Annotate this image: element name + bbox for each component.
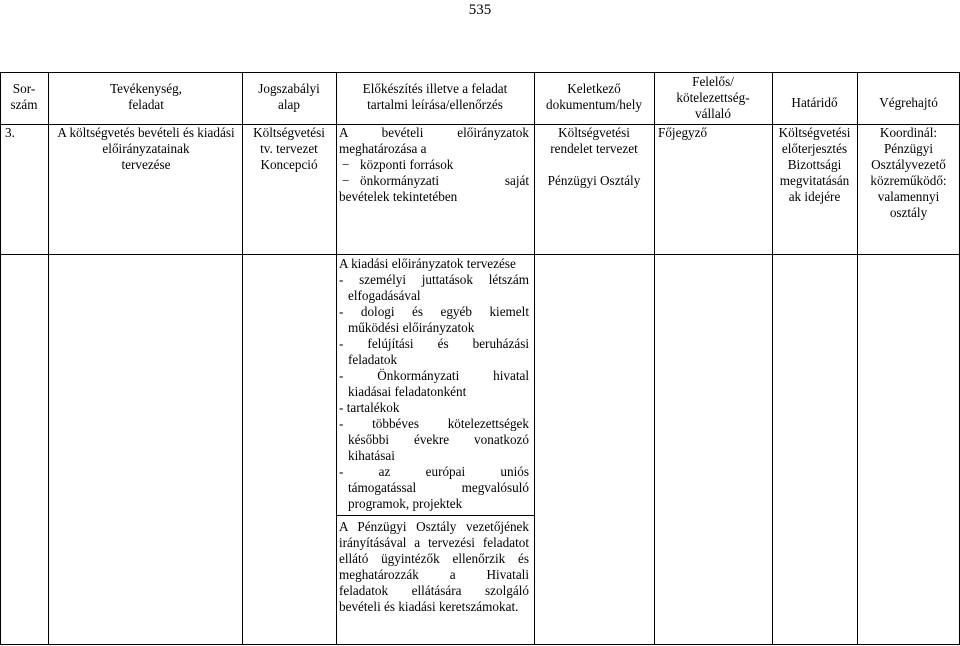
prep-expenditure-line: kihatásai [348, 448, 395, 463]
header-text: Végrehajtó [879, 95, 938, 110]
prep-expenditure-line: - az európai uniós [339, 464, 529, 479]
document-cell [536, 125, 652, 189]
prep-expenditure-line: kiadásai feladatonként [348, 384, 467, 399]
document-text: rendelet tervezet [550, 141, 638, 156]
executor-text: Osztályvezető [871, 157, 946, 172]
prep-control-line: A Pénzügyi Osztály vezetőjének [339, 519, 529, 534]
prep-text: meghatározása a [339, 141, 427, 156]
prep-control-cell [339, 519, 529, 615]
document-text: Költségvetési [558, 125, 630, 140]
header-felelos [656, 74, 770, 122]
header-text: Tevékenység, [110, 81, 182, 96]
legal-basis-text: Koncepció [260, 157, 318, 172]
header-text: dokumentum/hely [546, 97, 642, 112]
activity-text: tervezése [121, 157, 171, 172]
deadline-text: ak idejére [788, 189, 841, 204]
activity-cell [52, 125, 240, 173]
header-text: Előkészítés illetve a feladat [362, 81, 508, 96]
responsible-cell: Főjegyző [658, 125, 708, 140]
header-hatarido [774, 95, 855, 111]
dash-bullet: − [342, 157, 350, 172]
header-text: feladat [128, 97, 164, 112]
header-text: kötelezettség- [676, 90, 750, 105]
prep-expenditure-line: elfogadásával [348, 288, 421, 303]
executor-text: valamennyi [877, 189, 940, 204]
prep-control-line: irányításával a tervezési feladatot [339, 535, 529, 550]
deadline-text: megvitatásán [779, 173, 850, 188]
prep-text: önkormányzati saját [360, 173, 529, 188]
activity-text: A költségvetés bevételi és kiadási [57, 125, 235, 140]
prep-control-line: feladatok ellátására szolgáló [339, 583, 529, 598]
legal-basis-text: tv. tervezet [260, 141, 318, 156]
prep-control-line: ellátó ügyintézők ellenőrzik és [339, 551, 529, 566]
deadline-text: előterjesztés [781, 141, 848, 156]
row-number: 3. [5, 125, 15, 140]
page-number: 535 [468, 2, 492, 18]
header-tevekenyseg [52, 81, 240, 113]
prep-expenditure-line: - tartalékok [339, 400, 400, 415]
prep-expenditure-title: A kiadási előirányzatok tervezése [339, 256, 516, 271]
prep-control-line: meghatározzák a Hivatali [339, 567, 529, 582]
prep-expenditure-line: - Önkormányzati hivatal [339, 368, 529, 383]
header-text: Határidő [791, 95, 838, 110]
prep-text: A bevételi előirányzatok [339, 125, 529, 140]
header-text: Jogszabályi [258, 81, 320, 96]
prep-expenditure-line: - többéves kötelezettségek [339, 416, 529, 431]
header-sorszam [4, 81, 44, 113]
legal-basis-cell [244, 125, 334, 173]
prep-control-line: bevételi és kiadási keretszámokat. [339, 599, 519, 614]
deadline-cell [774, 125, 855, 205]
deadline-text: Bizottsági [787, 157, 842, 172]
header-text: tartalmi leírása/ellenőrzés [367, 97, 503, 112]
dash-bullet: − [342, 173, 350, 188]
activity-text: előirányzatainak [102, 141, 190, 156]
prep-expenditure-line: - felújítási és beruházási [339, 336, 529, 351]
prep-text: központi források [360, 157, 454, 172]
executor-text: Pénzügyi [883, 141, 934, 156]
legal-basis-text: Költségvetési [253, 125, 325, 140]
header-text: Sor- [12, 81, 36, 96]
executor-text: Koordinál: [879, 125, 938, 140]
header-jogszabalyi [244, 81, 334, 113]
prep-list-item [339, 157, 529, 173]
header-text: alap [278, 97, 300, 112]
header-elokeszites [338, 81, 532, 113]
prep-expenditure-line: - dologi és egyéb kiemelt [339, 304, 529, 319]
deadline-text: Költségvetési [778, 125, 851, 140]
header-text: vállaló [695, 106, 731, 121]
prep-list-item [339, 173, 529, 189]
prep-text: bevételek tekintetében [339, 189, 458, 204]
executor-text: osztály [889, 205, 928, 220]
header-text: szám [10, 97, 38, 112]
prep-expenditure-line: feladatok [348, 352, 398, 367]
prep-revenue-cell [339, 125, 529, 205]
header-text: Felelős/ [692, 74, 734, 89]
header-keletkezo [536, 81, 652, 113]
prep-expenditure-cell [339, 256, 529, 512]
executor-text: közreműködő: [870, 173, 947, 188]
header-vegrehajto [859, 95, 958, 111]
prep-expenditure-line: működési előirányzatok [348, 320, 475, 335]
prep-expenditure-line: - személyi juttatások létszám [339, 272, 529, 287]
prep-expenditure-line: támogatással megvalósuló [348, 480, 529, 495]
prep-expenditure-line: későbbi évekre vonatkozó [348, 432, 529, 447]
header-text: Keletkező [567, 81, 621, 96]
document-place: Pénzügyi Osztály [547, 173, 641, 188]
executor-cell [859, 125, 958, 221]
prep-expenditure-line: programok, projektek [348, 496, 463, 511]
